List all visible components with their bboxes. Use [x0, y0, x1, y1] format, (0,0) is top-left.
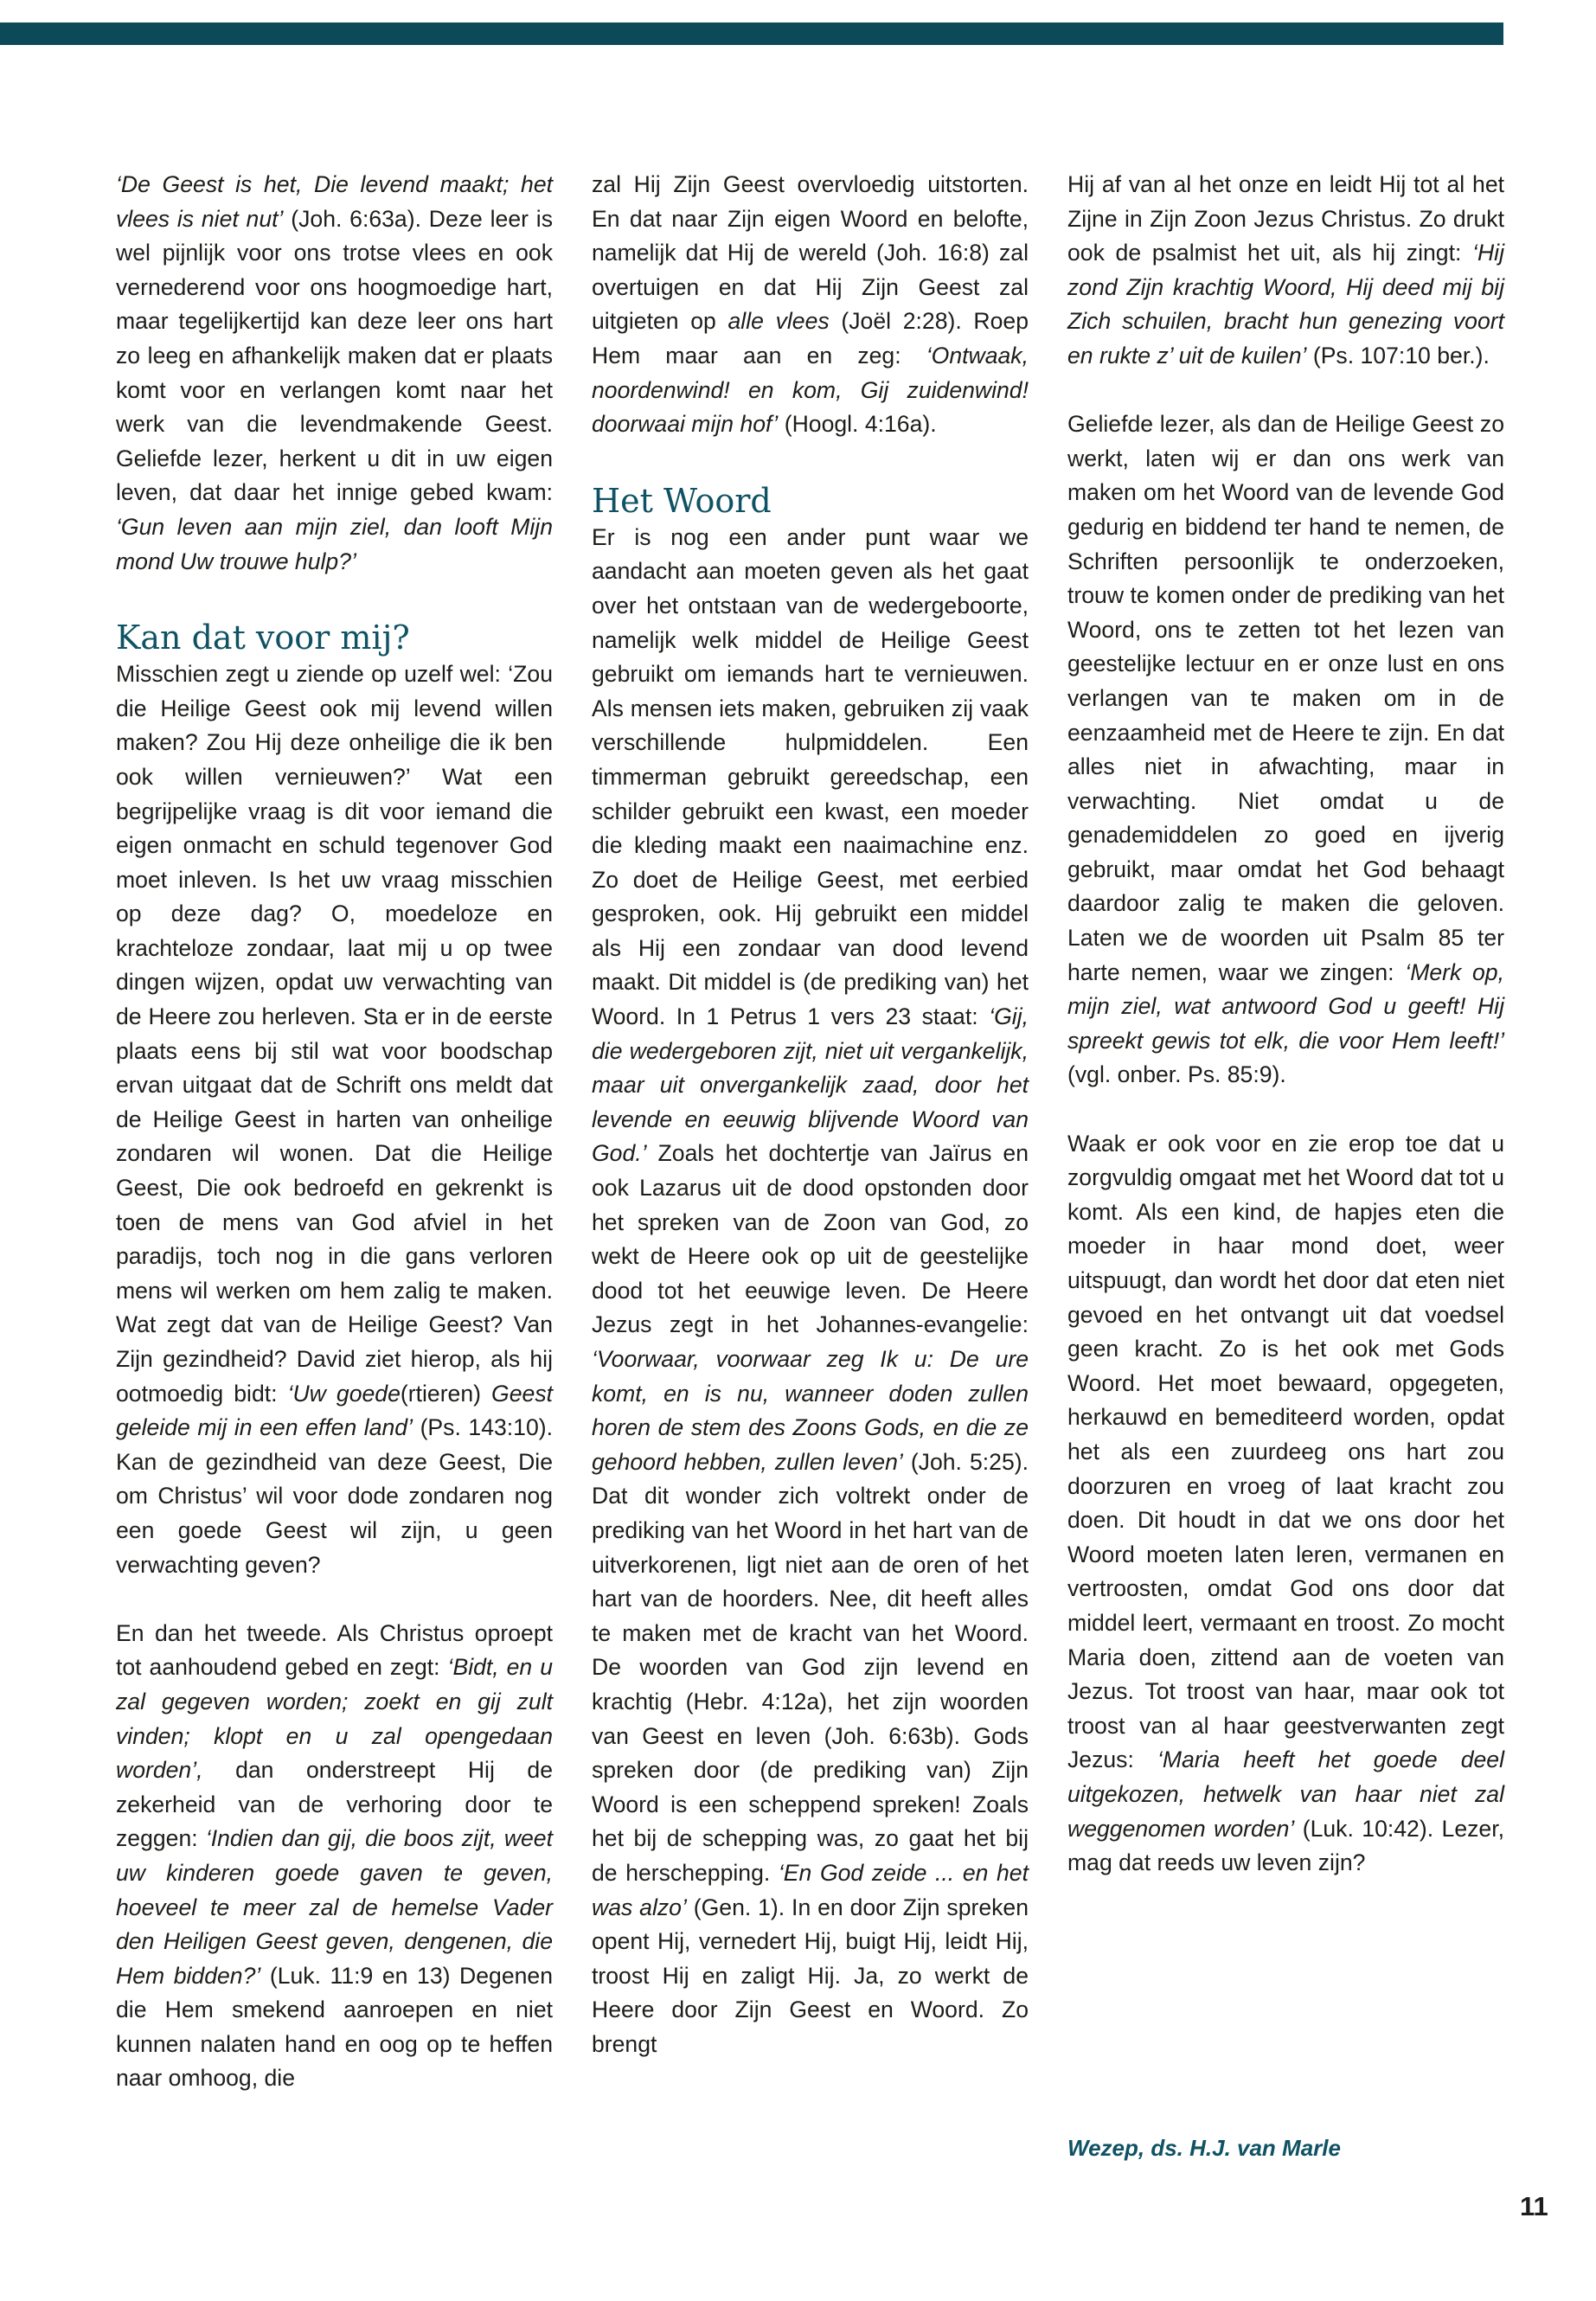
italic-quote: ‘Indien dan gij, die boos zijt, weet uw kinderen goede gaven te geven, hoeveel te meer zal de hemelse Vader den Heiligen Geest geven, dengenen, die Hem bidden?’ — [116, 1825, 553, 1989]
italic-quote: ‘En God zeide ... en het was alzo’ — [592, 1859, 1029, 1920]
text-run: (Luk. 11:9 en 13) Degenen die Hem smekend aanroepen en niet kunnen nalaten hand en oog op te heffen naar omhoog, die — [116, 1962, 553, 2092]
text-run: (Joh. 5:25). Dat dit wonder zich voltrekt onder de prediking van het Woord in het hart van de uitverkorenen, ligt niet aan de oren of het hart van de hoorders. Nee, dit heeft alles te maken met de kracht van het Woord. De woorden van God zijn levend en krachtig (Hebr. 4:12a), het zijn woorden van Geest en leven (Joh. 6:63b). Gods spreken door (de prediking van) Zijn Woord is een scheppend spreken! Zoals het bij de schepping was, zo gaat het bij de herschepping. — [592, 1448, 1029, 1886]
italic-quote: ‘Bidt, en u zal gegeven worden; zoekt en gij zult vinden; klopt en u zal opengedaan worden’, — [116, 1654, 553, 1784]
text-run: (Joh. 6:63a). Deze leer is wel pijnlijk voor ons trotse vlees en ook vernederend voor ons hoogmoedige hart, maar tegelijkertijd kan deze leer ons hart zo leeg en afhankelijk maken dat er plaats komt voor en verlangen komt naar het werk van die levendmakende Geest. Geliefde lezer, herkent u dit in uw eigen leven, dat daar het innige gebed kwam: — [116, 205, 553, 506]
text-run: Waak er ook voor en zie erop toe dat u zorgvuldig omgaat met het Woord dat tot u komt. Als een kind, de hapjes eten die moeder in haar mond doet, weer uitspuugt, dan wordt het door dat eten niet gevoed en het ontvangt uit dat voedsel geen kracht. Zo is het ook met Gods Woord. Het moet bewaard, opgegeten, herkauwd en bemediteerd worden, opdat het als een zuurdeeg ons hart zou doorzuren en vroeg of laat kracht zou doen. Dit houdt in dat we ons door het Woord moeten laten leren, vermanen en vertroosten, omdat God ons door dat middel leert, vermaant en troost. Zo mocht Maria doen, zittend aan de voeten van Jezus. Tot troost van haar, maar ook tot troost van al haar geestverwanten zegt Jezus: — [1067, 1130, 1504, 1773]
text-run: dan onderstreept Hij de zekerheid van de verhoring door te zeggen: — [116, 1757, 553, 1852]
italic-quote: ‘Uw goede — [287, 1380, 401, 1407]
column-3 — [1067, 168, 1504, 1881]
paragraph — [592, 168, 1029, 442]
text-run: (Luk. 10:42). Lezer, mag dat reeds uw leven zijn? — [1067, 1815, 1504, 1876]
text-run: (Ps. 143:10). Kan de gezindheid van deze Geest, Die om Christus’ wil voor dode zondaren nog een goede Geest wil zijn, u geen verwachting geven? — [116, 1414, 554, 1578]
text-run: (Ps. 107:10 ber.). — [1306, 342, 1490, 369]
italic-quote: ‘Maria heeft het goede deel uitgekozen, hetwelk van haar niet zal weggenomen worden’ — [1067, 1747, 1504, 1842]
paragraph — [1067, 168, 1504, 374]
italic-quote: ‘Hij zond Zijn krachtig Woord, Hij deed mij bij Zich schuilen, bracht hun genezing voort en rukte z’ uit de kuilen’ — [1067, 240, 1504, 369]
italic-quote: ‘Voorwaar, voorwaar zeg Ik u: De ure komt, en is nu, wanneer doden zullen horen de stem des Zoons Gods, en die ze gehoord hebben, zullen leven’ — [592, 1346, 1029, 1475]
text-run: zal Hij Zijn Geest overvloedig uitstorten. En dat naar Zijn eigen Woord en belofte, namelijk dat Hij de wereld (Joh. 16:8) zal overtuigen en dat Hij Zijn Geest zal uitgieten op — [592, 171, 1029, 335]
page-number: 11 — [1520, 2191, 1548, 2221]
paragraph — [116, 1617, 553, 2096]
text-run: (Hoogl. 4:16a). — [778, 411, 937, 438]
paragraph — [116, 168, 553, 579]
italic-quote: ‘Merk op, mijn ziel, wat antwoord God u geeft! Hij spreekt gewis tot elk, die voor Hem leeft!’ — [1067, 958, 1504, 1054]
text-run: (Joël 2:28). Roep Hem maar aan en zeg: — [592, 308, 1029, 369]
column-1 — [116, 168, 553, 2096]
paragraph — [116, 657, 553, 1582]
paragraph — [1067, 407, 1504, 1093]
text-run: (vgl. onber. Ps. 85:9). — [1067, 1061, 1286, 1088]
author-signature: Wezep, ds. H.J. van Marle — [1067, 2135, 1341, 2161]
section-heading: Het Woord — [592, 481, 772, 520]
paragraph — [1067, 1127, 1504, 1881]
text-run: (rtieren) — [400, 1380, 492, 1407]
section-heading: Kan dat voor mij? — [116, 619, 410, 657]
text-run: (Gen. 1). In en door Zijn spreken opent Hij, vernedert Hij, buigt Hij, leidt Hij, troost Hij en zaligt Hij. Ja, zo werkt de Heere door Zijn Geest en Woord. Zo brengt — [592, 1894, 1029, 2057]
column-2 — [592, 168, 1029, 2061]
text-run: En dan het tweede. Als Christus oproept tot aanhoudend gebed en zegt: — [116, 1619, 553, 1681]
paragraph — [592, 521, 1029, 2062]
text-run: Geliefde lezer, als dan de Heilige Geest zo werkt, laten wij er dan ons werk van maken om het Woord van de levende God gedurig en biddend ter hand te nemen, de Schriften persoonlijk te onderzoeken, trouw te komen onder de prediking van het Woord, ons te zetten tot het lezen van geestelijke lectuur en er onze lust en ons verlangen van te maken om in de eenzaamheid met de Heere te zijn. En dat alles niet in afwachting, maar in verwachting. Niet omdat u de genademiddelen zo goed en ijverig gebruikt, maar omdat het God behaagt daardoor zalig te maken die geloven. Laten we de woorden uit Psalm 85 ter harte nemen, waar we zingen: — [1067, 411, 1504, 985]
italic-quote: alle vlees — [727, 308, 830, 335]
italic-quote: ‘Ontwaak, noordenwind! en kom, Gij zuidenwind! doorwaai mijn hof’ — [592, 342, 1029, 438]
top-accent-bar — [0, 22, 1503, 45]
text-run: Hij af van al het onze en leidt Hij tot al het Zijne in Zijn Zoon Jezus Christus. Zo drukt ook de psalmist het uit, als hij zingt: — [1067, 171, 1504, 266]
italic-quote: ‘Gun leven aan mijn ziel, dan looft Mijn mond Uw trouwe hulp?’ — [116, 513, 553, 574]
italic-quote: ‘De Geest is het, Die levend maakt; het vlees is niet nut’ — [116, 171, 553, 232]
italic-quote: ‘Gij, die wedergeboren zijt, niet uit vergankelijk, maar uit onvergankelijk zaad, door het levende en eeuwig blijvende Woord van God.’ — [592, 1003, 1029, 1167]
italic-quote: Geest geleide mij in een effen land’ — [116, 1380, 553, 1441]
text-run: Zoals het dochtertje van Jaïrus en ook Lazarus uit de dood opstonden door het spreken van de Zoon van God, zo wekt de Heere ook op uit de geestelijke dood tot het eeuwige leven. De Heere Jezus zegt in het Johannes-evangelie: — [592, 1140, 1029, 1338]
text-run: Er is nog een ander punt waar we aandacht aan moeten geven als het gaat over het ontstaan van de wedergeboorte, namelijk welk middel de Heilige Geest gebruikt om iemands hart te vernieuwen. Als mensen iets maken, gebruiken zij vaak verschillende hulpmiddelen. Een timmerman gebruikt gereedschap, een schilder gebruikt een kwast, een moeder die kleding maakt een naaimachine enz. Zo doet de Heilige Geest, met eerbied gesproken, ook. Hij gebruikt een middel als Hij een zondaar van dood levend maakt. Dit middel is (de prediking van) het Woord. In 1 Petrus 1 vers 23 staat: — [592, 523, 1029, 1030]
text-run: Misschien zegt u ziende op uzelf wel: ‘Zou die Heilige Geest ook mij levend willen maken? Zou Hij deze onheilige die ik ben ook willen vernieuwen?’ Wat een begrijpelijke vraag is dit voor iemand die eigen onmacht en schuld tegenover God moet inleven. Is het uw vraag misschien op deze dag? O, moedeloze en krachteloze zondaar, laat mij u op twee dingen wijzen, opdat uw verwachting van de Heere zou herleven. Sta er in de eerste plaats eens bij stil wat voor boodschap ervan uitgaat dat de Schrift ons meldt dat de Heilige Geest in harten van onheilige zondaren wil wonen. Dat die Heilige Geest, Die ook bedroefd en gekrenkt is toen de mens van God afviel in het paradijs, toch nog in die gans verloren mens wil werken om hem zalig te maken. Wat zegt dat van de Heilige Geest? Van Zijn gezindheid? David ziet hierop, als hij ootmoedig bidt: — [116, 661, 553, 1407]
